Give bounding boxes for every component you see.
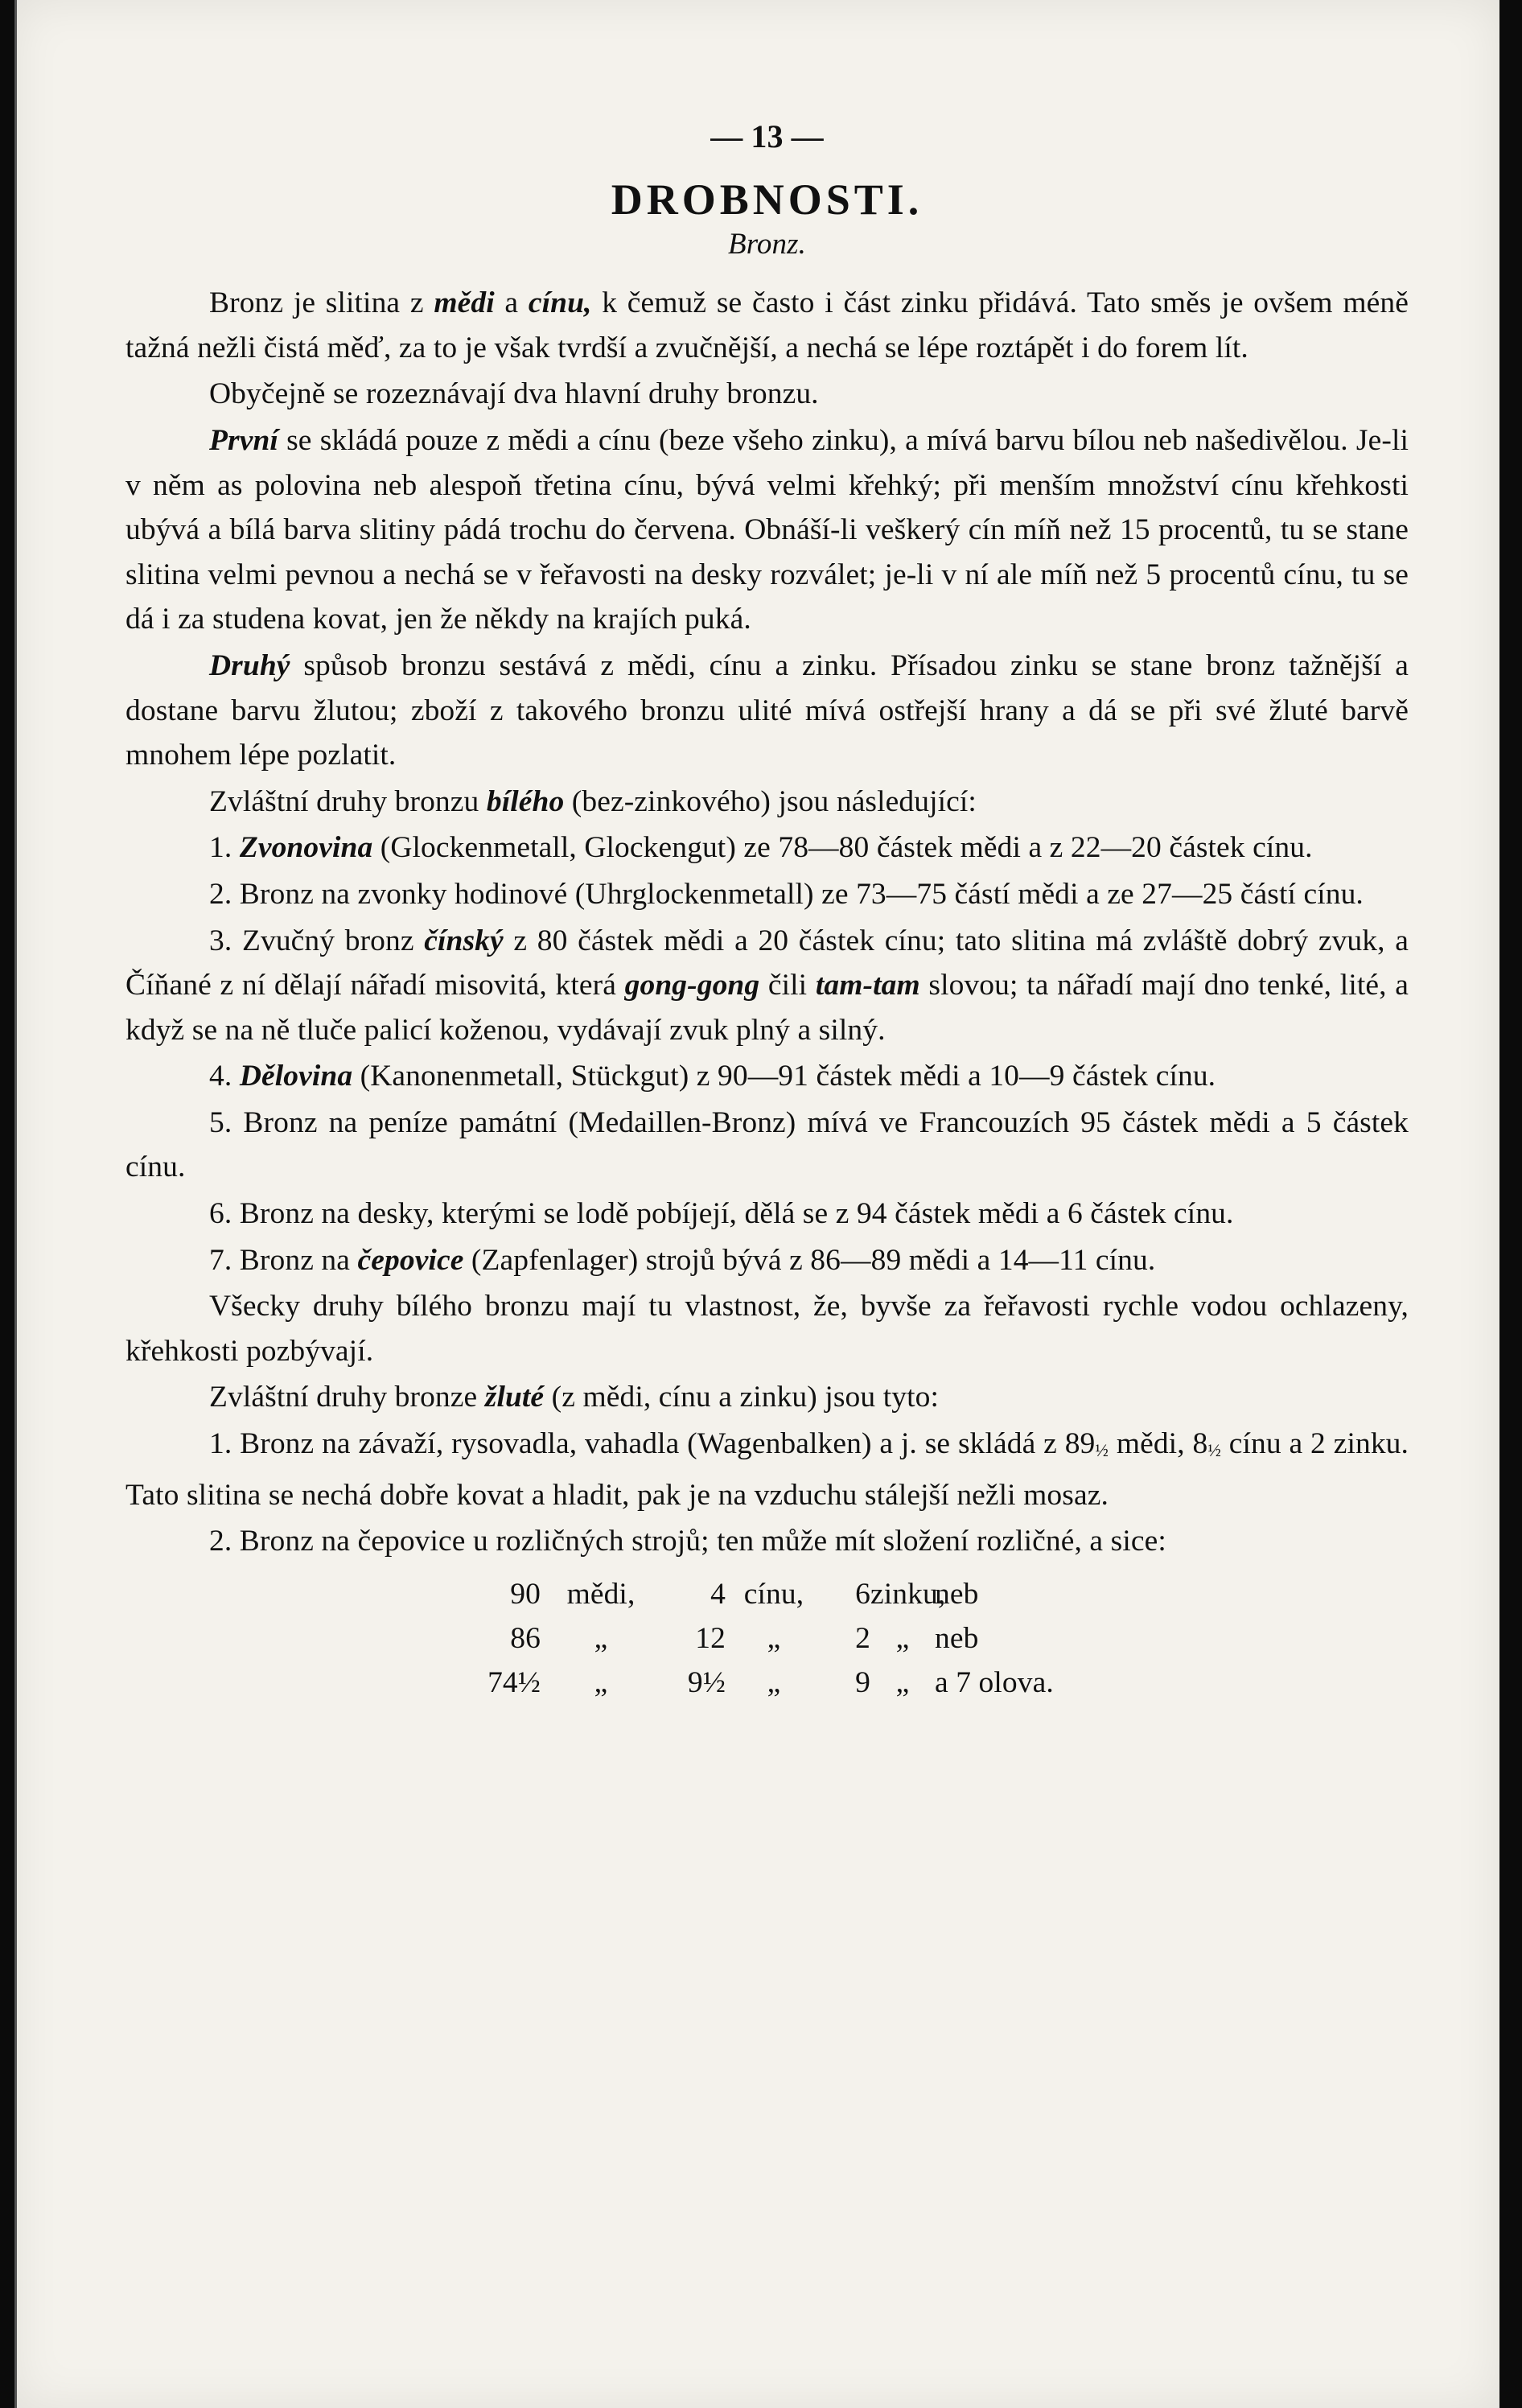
paragraph-white-bronze-intro: Zvláštní druhy bronzu bílého (bez-zinkového) jsou následující: <box>209 784 977 818</box>
document-page <box>14 0 1499 2408</box>
list-item-3: 3. Zvučný bronz čínský z 80 částek mědi a 20 částek cínu; tato slitina má zvláště dobrý zvuk, a Číňané z ní dělají nářadí misovitá, která gong-gong čili tam-tam slovou; ta nářadí mají dno tenké, lité, a když se na ně tluče palicí koženou, vydávají zvuk plný a silný. <box>125 924 1409 1047</box>
list-item-6: 6. Bronz na desky, kterými se lodě pobíjejí, dělá se z 94 částek mědi a 6 částek cínu. <box>209 1197 1234 1231</box>
list-item-4: 4. Dělovina (Kanonenmetall, Stückgut) z 90—91 částek mědi a 10—9 částek cínu. <box>209 1060 1216 1093</box>
page-edge <box>14 0 17 2408</box>
table-row: 74½ „ 9½ „ 9 „ a 7 olova. <box>487 1665 1054 1699</box>
paragraph-intro: Bronz je slitina z mědi a cínu, k čemuž se často i část zinku přidává. Tato směs je ovšem méně tažná nežli čistá měď, za to je však tvrdší a zvučnější, a nechá se lépe roztápět i do forem lít. <box>125 286 1409 364</box>
yellow-list-item-1: 1. Bronz na závaží, rysovadla, vahadla (Wagenbalken) a j. se skládá z 89½ mědi, 8½ cínu a 2 zinku. Tato slitina se nechá dobře kovat a hladit, pak je na vzduchu stálejší nežli mosaz. <box>125 1427 1409 1512</box>
table-row: 90 mědi, 4 cínu, 6 zinku, neb <box>510 1577 979 1611</box>
list-item-5: 5. Bronz na peníze památní (Medaillen-Bronz) mívá ve Francouzích 95 částek mědi a 5 částek cínu. <box>125 1105 1409 1184</box>
section-heading: DROBNOSTI. <box>611 175 923 224</box>
section-subheading: Bronz. <box>728 227 806 261</box>
composition-table <box>484 1572 1409 1705</box>
paragraph-yellow-bronze-intro: Zvláštní druhy bronze žluté (z mědi, cínu a zinku) jsou tyto: <box>209 1381 939 1414</box>
list-item-7: 7. Bronz na čepovice (Zapfenlager) strojů bývá z 86—89 mědi a 14—11 cínu. <box>209 1243 1156 1277</box>
page-number: — 13 — <box>710 118 824 154</box>
table-row: 86 „ 12 „ 2 „ neb <box>510 1621 979 1655</box>
paragraph-two-kinds: Obyčejně se rozeznávají dva hlavní druhy bronzu. <box>209 377 819 411</box>
paragraph-first-kind: První se skládá pouze z mědi a cínu (beze všeho zinku), a mívá barvu bílou neb našedivělou. Je-li v něm as polovina neb alespoň třetina cínu, bývá velmi křehký; při menším množství cínu křehkosti ubývá a bílá barva slitiny pádá trochu do červena. Obnáší-li veškerý cín míň než 15 procentů, tu se stane slitina velmi pevnou a nechá se v řeřavosti na desky rozválet; je-li v ní ale míň než 5 procentů cínu, tu se dá i za studena kovat, jen že někdy na krajích puká. <box>125 423 1409 636</box>
list-item-1: 1. Zvonovina (Glockenmetall, Glockengut) ze 78—80 částek mědi a z 22—20 částek cínu. <box>209 831 1313 865</box>
yellow-list-item-2: 2. Bronz na čepovice u rozličných strojů; ten může mít složení rozličné, a sice: <box>209 1525 1166 1558</box>
paragraph-white-bronze-property: Všecky druhy bílého bronzu mají tu vlastnost, že, byvše za řeřavosti rychle vodou ochlazeny, křehkosti pozbývají. <box>125 1290 1409 1368</box>
paragraph-second-kind: Druhý spůsob bronzu sestává z mědi, cínu a zinku. Přísadou zinku se stane bronz tažnější a dostane barvu žlutou; zboží z takového bronzu ulité mívá ostřejší hrany a dá se při své žluté barvě mnohem lépe pozlatit. <box>125 648 1409 772</box>
list-item-2: 2. Bronz na zvonky hodinové (Uhrglockenmetall) ze 73—75 částí mědi a ze 27—25 částí cínu. <box>209 877 1364 911</box>
page-body <box>125 114 1409 1705</box>
